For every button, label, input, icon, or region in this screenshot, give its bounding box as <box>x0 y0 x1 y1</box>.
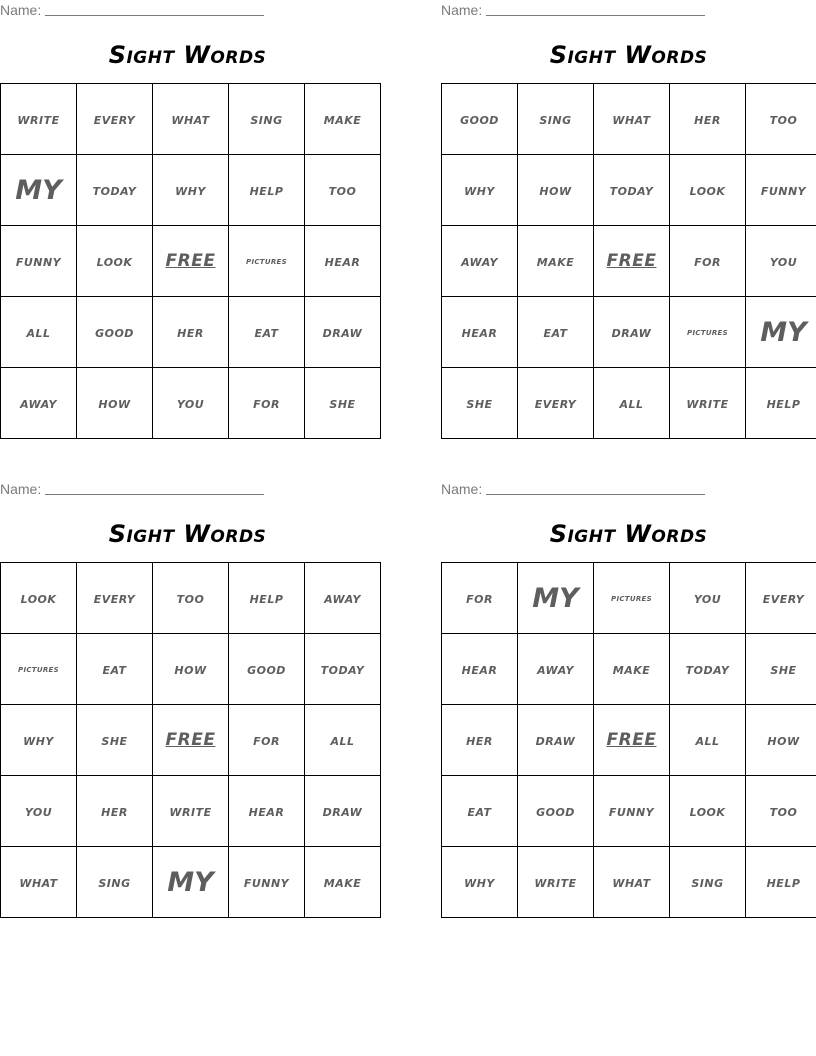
word-cell: you <box>153 368 229 439</box>
word-cell: today <box>77 155 153 226</box>
word-grid <box>441 562 816 918</box>
word-cell: hear <box>442 634 518 705</box>
free-space-cell: FREE <box>153 705 229 776</box>
word-cell: all <box>1 297 77 368</box>
word-cell: help <box>229 155 305 226</box>
word-cell: today <box>670 634 746 705</box>
word-cell: you <box>746 226 816 297</box>
word-cell: she <box>77 705 153 776</box>
word-cell: today <box>594 155 670 226</box>
word-cell: sing <box>518 84 594 155</box>
word-cell: good <box>229 634 305 705</box>
word-cell: she <box>442 368 518 439</box>
word-cell: today <box>305 634 381 705</box>
word-cell: sing <box>670 847 746 918</box>
word-cell: pictures <box>670 297 746 368</box>
word-cell: for <box>229 705 305 776</box>
word-cell: for <box>442 563 518 634</box>
grid-row <box>1 705 381 776</box>
card-title: Sight Words <box>549 41 708 69</box>
grid-row <box>1 368 381 439</box>
word-cell: too <box>305 155 381 226</box>
word-cell: away <box>518 634 594 705</box>
name-label: Name: <box>0 481 42 497</box>
word-cell: look <box>670 155 746 226</box>
bingo-card-3 <box>0 479 375 914</box>
word-cell: away <box>1 368 77 439</box>
word-cell: make <box>305 84 381 155</box>
word-cell: what <box>153 84 229 155</box>
word-cell: eat <box>518 297 594 368</box>
name-field[interactable] <box>0 481 264 497</box>
word-cell: her <box>153 297 229 368</box>
word-cell: why <box>153 155 229 226</box>
grid-row <box>442 155 816 226</box>
grid-row <box>1 847 381 918</box>
word-cell: all <box>305 705 381 776</box>
word-cell: every <box>518 368 594 439</box>
word-cell: every <box>77 563 153 634</box>
word-cell: MY <box>518 563 594 634</box>
grid-row <box>1 634 381 705</box>
word-grid <box>0 562 381 918</box>
grid-row <box>442 84 816 155</box>
word-cell: how <box>153 634 229 705</box>
word-cell: make <box>305 847 381 918</box>
word-cell: hear <box>305 226 381 297</box>
word-cell: eat <box>77 634 153 705</box>
word-cell: sing <box>77 847 153 918</box>
name-label: Name: <box>441 481 483 497</box>
grid-row <box>1 297 381 368</box>
grid-row <box>442 368 816 439</box>
grid-row <box>1 84 381 155</box>
word-cell: help <box>746 368 816 439</box>
card-title: Sight Words <box>549 520 708 548</box>
word-cell: all <box>594 368 670 439</box>
word-cell: all <box>670 705 746 776</box>
word-cell: draw <box>518 705 594 776</box>
word-cell: MY <box>746 297 816 368</box>
word-cell: make <box>518 226 594 297</box>
word-cell: why <box>442 847 518 918</box>
word-cell: funny <box>746 155 816 226</box>
word-cell: pictures <box>229 226 305 297</box>
word-cell: funny <box>1 226 77 297</box>
grid-row <box>1 226 381 297</box>
word-cell: why <box>1 705 77 776</box>
word-cell: good <box>518 776 594 847</box>
word-cell: how <box>518 155 594 226</box>
word-grid <box>0 83 381 439</box>
word-cell: make <box>594 634 670 705</box>
name-underline <box>45 482 264 495</box>
grid-row <box>1 776 381 847</box>
word-cell: for <box>229 368 305 439</box>
word-cell: funny <box>229 847 305 918</box>
word-cell: write <box>153 776 229 847</box>
word-cell: every <box>746 563 816 634</box>
word-cell: you <box>670 563 746 634</box>
grid-row <box>442 226 816 297</box>
word-cell: funny <box>594 776 670 847</box>
word-cell: look <box>1 563 77 634</box>
word-cell: look <box>670 776 746 847</box>
grid-row <box>442 776 816 847</box>
word-cell: pictures <box>594 563 670 634</box>
word-cell: good <box>442 84 518 155</box>
word-cell: help <box>746 847 816 918</box>
word-cell: what <box>594 847 670 918</box>
name-underline <box>486 3 705 16</box>
word-cell: her <box>670 84 746 155</box>
word-cell: what <box>594 84 670 155</box>
word-cell: too <box>746 84 816 155</box>
free-space-cell: FREE <box>594 226 670 297</box>
name-label: Name: <box>0 2 42 18</box>
word-cell: look <box>77 226 153 297</box>
card-title: Sight Words <box>108 41 267 69</box>
word-cell: her <box>442 705 518 776</box>
word-cell: she <box>305 368 381 439</box>
name-label: Name: <box>441 2 483 18</box>
word-cell: write <box>670 368 746 439</box>
name-field[interactable] <box>0 2 264 18</box>
name-field[interactable] <box>441 2 705 18</box>
word-cell: too <box>153 563 229 634</box>
word-cell: you <box>1 776 77 847</box>
free-space-cell: FREE <box>594 705 670 776</box>
word-cell: how <box>77 368 153 439</box>
grid-row <box>1 563 381 634</box>
word-cell: pictures <box>1 634 77 705</box>
word-cell: eat <box>229 297 305 368</box>
word-cell: for <box>670 226 746 297</box>
word-cell: eat <box>442 776 518 847</box>
word-cell: her <box>77 776 153 847</box>
word-cell: hear <box>229 776 305 847</box>
grid-row <box>442 297 816 368</box>
word-cell: help <box>229 563 305 634</box>
free-space-cell: FREE <box>153 226 229 297</box>
word-cell: what <box>1 847 77 918</box>
word-cell: away <box>442 226 518 297</box>
word-cell: too <box>746 776 816 847</box>
word-cell: good <box>77 297 153 368</box>
card-title: Sight Words <box>108 520 267 548</box>
bingo-card-4 <box>441 479 816 914</box>
bingo-card-2 <box>441 0 816 435</box>
word-cell: away <box>305 563 381 634</box>
name-underline <box>486 482 705 495</box>
word-cell: MY <box>1 155 77 226</box>
word-grid <box>441 83 816 439</box>
word-cell: sing <box>229 84 305 155</box>
bingo-card-1 <box>0 0 375 435</box>
grid-row <box>442 705 816 776</box>
word-cell: draw <box>594 297 670 368</box>
word-cell: draw <box>305 776 381 847</box>
word-cell: draw <box>305 297 381 368</box>
name-underline <box>45 3 264 16</box>
word-cell: hear <box>442 297 518 368</box>
word-cell: why <box>442 155 518 226</box>
word-cell: MY <box>153 847 229 918</box>
word-cell: every <box>77 84 153 155</box>
word-cell: how <box>746 705 816 776</box>
grid-row <box>442 847 816 918</box>
grid-row <box>442 634 816 705</box>
grid-row <box>1 155 381 226</box>
name-field[interactable] <box>441 481 705 497</box>
grid-row <box>442 563 816 634</box>
word-cell: she <box>746 634 816 705</box>
word-cell: write <box>518 847 594 918</box>
word-cell: write <box>1 84 77 155</box>
